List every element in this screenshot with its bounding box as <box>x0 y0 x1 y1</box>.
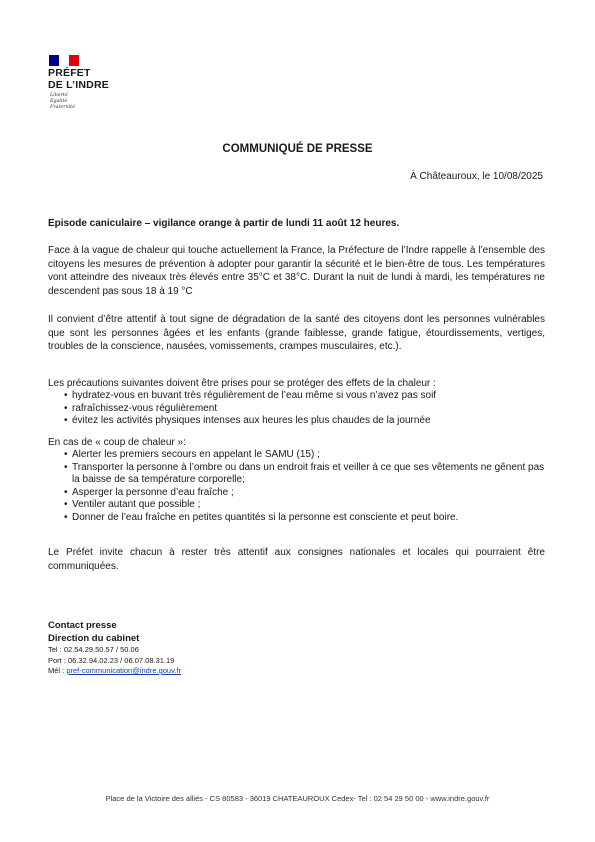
list-item: • Donner de l’eau fraîche en petites quantités si la personne est consciente et peut boire. <box>64 511 459 523</box>
republic-motto <box>50 93 75 111</box>
dateline: À Châteauroux, le 10/08/2025 <box>410 171 543 182</box>
contact-tel: Tel : 02.54.29.50.57 / 50.06 <box>48 645 139 654</box>
motto-fraternite: Fraternité <box>50 105 75 110</box>
list-item: • hydratez-vous en buvant très régulièrement de l’eau même si vous n’avez pas soif <box>64 390 437 401</box>
contact-block <box>48 645 181 677</box>
intro-paragraph: Face à la vague de chaleur qui touche actuellement la France, la Préfecture de l’Indre rappelle à l’ensemble des citoyens les mesures de prévention à adopter pour garantir la sécurité et le bien-être de tous. Les températures vont atteindre des niveaux très élevés entre 35°C et 38°C. Durant la nuit de lundi à mardi, les températures ne descendent pas sous 18 à 19 °C <box>48 245 545 297</box>
closing-paragraph: Le Préfet invite chacun à rester très attentif aux consignes nationales et locales qui pourraient être communiquées. <box>48 547 545 572</box>
motto-liberte: Liberté <box>50 93 68 98</box>
contact-heading: Contact presse <box>48 620 117 631</box>
logo-line-1: PRÉFET <box>48 67 91 79</box>
precautions-intro: Les précautions suivantes doivent être prises pour se protéger des effets de la chaleur : <box>48 378 436 389</box>
flag-red-band <box>69 55 79 66</box>
precautions-list <box>48 390 545 428</box>
list-item: • Ventiler autant que possible ; <box>64 499 201 511</box>
flag-blue-band <box>49 55 59 66</box>
coup-de-chaleur-intro: En cas de « coup de chaleur »: <box>48 437 186 448</box>
list-item: • rafraîchissez-vous régulièrement <box>64 402 218 414</box>
contact-mel <box>48 666 181 677</box>
flag-white-band <box>59 55 69 66</box>
list-item: • Transporter la personne à l’ombre ou dans un endroit frais et veiller à ce que ses vêtements ne gênent pas la baisse de sa température corporelle; <box>64 461 545 486</box>
motto-egalite: Égalité <box>50 99 68 104</box>
contact-port: Port : 06.32.94.02.23 / 06.07.08.31.19 <box>48 655 175 665</box>
mel-label: Mél : <box>48 666 67 675</box>
prefecture-logo-text <box>48 67 109 91</box>
document-title: COMMUNIQUÉ DE PRESSE <box>222 143 373 155</box>
contact-subheading: Direction du cabinet <box>48 633 140 644</box>
list-item: • Asperger la personne d’eau fraîche ; <box>64 486 234 498</box>
republic-flag-logo <box>49 55 79 66</box>
coup-de-chaleur-list <box>48 449 545 525</box>
logo-line-2: DE L’INDRE <box>48 79 109 91</box>
email-link[interactable]: pref-communication@indre.gouv.fr <box>66 666 181 675</box>
list-item: • évitez les activités physiques intenses aux heures les plus chaudes de la journée <box>64 415 431 427</box>
list-item: • Alerter les premiers secours en appelant le SAMU (15) ; <box>64 449 320 460</box>
subject-line: Episode caniculaire – vigilance orange à partir de lundi 11 août 12 heures. <box>48 218 400 229</box>
vigilance-paragraph: Il convient d’être attentif à tout signe de dégradation de la santé des citoyens dont les personnes vulnérables que sont les personnes âgées et les enfants (grande faiblesse, grande fatigue, étourdissements, vertiges, troubles de la conscience, nausées, vomissements, crampes musculaires, etc.). <box>48 314 545 353</box>
page-footer: Place de la Victoire des alliés - CS 80583 - 36019 CHATEAUROUX Cedex- Tel : 02 54 29 50 00 - www.indre.gouv.fr <box>105 794 490 803</box>
